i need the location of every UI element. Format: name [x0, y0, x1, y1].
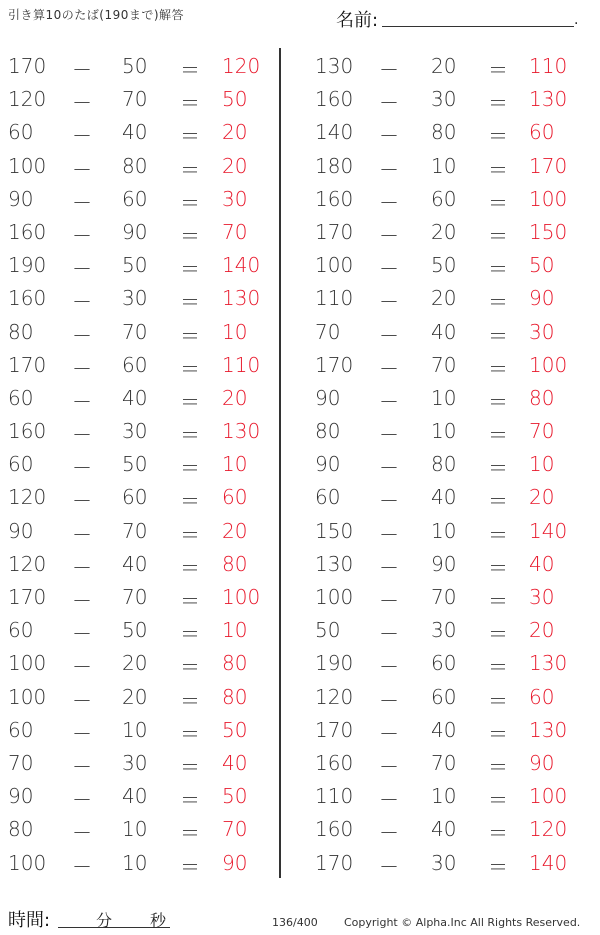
equals-sign: ＝ [180, 323, 200, 348]
subtrahend: 50 [122, 618, 148, 643]
minus-sign: － [379, 389, 399, 414]
minuend: 60 [315, 485, 341, 510]
subtrahend: 70 [122, 319, 148, 344]
answer: 50 [529, 253, 555, 278]
subtrahend: 60 [122, 186, 148, 211]
worksheet-title: 引き算10のたば(190まで)解答 [8, 8, 185, 22]
subtrahend: 30 [122, 750, 148, 775]
minuend: 130 [315, 54, 354, 78]
minuend: 80 [8, 319, 34, 344]
minus-sign: － [72, 456, 92, 481]
time-label: 時間: [8, 910, 51, 931]
subtrahend: 30 [431, 850, 457, 875]
name-label: 名前: [336, 10, 379, 31]
equals-sign: ＝ [488, 821, 508, 846]
subtrahend: 50 [122, 54, 148, 78]
answer: 50 [222, 784, 248, 809]
minuend: 100 [315, 253, 354, 278]
subtrahend: 10 [122, 717, 148, 742]
minuend: 120 [8, 485, 47, 510]
answer: 140 [529, 850, 568, 875]
minuend: 80 [8, 817, 34, 842]
subtrahend: 40 [122, 551, 148, 576]
minus-sign: － [379, 721, 399, 746]
equals-sign: ＝ [488, 688, 508, 713]
equals-sign: ＝ [488, 91, 508, 116]
minus-sign: － [379, 257, 399, 282]
equals-sign: ＝ [180, 223, 200, 248]
minus-sign: － [72, 423, 92, 448]
subtrahend: 10 [431, 419, 457, 444]
minus-sign: － [72, 788, 92, 813]
minuend: 70 [315, 319, 341, 344]
subtrahend: 20 [431, 286, 457, 311]
answer: 40 [222, 750, 248, 775]
subtrahend: 30 [431, 618, 457, 643]
subtrahend: 20 [122, 684, 148, 709]
answer: 130 [529, 87, 568, 112]
minus-sign: － [72, 58, 92, 82]
equals-sign: ＝ [180, 489, 200, 514]
minuend: 140 [315, 120, 354, 145]
subtrahend: 50 [122, 452, 148, 477]
answer: 10 [529, 452, 555, 477]
equals-sign: ＝ [488, 356, 508, 381]
minuend: 160 [315, 817, 354, 842]
equals-sign: ＝ [488, 555, 508, 580]
answer: 170 [529, 153, 568, 178]
equals-sign: ＝ [180, 423, 200, 448]
equals-sign: ＝ [488, 223, 508, 248]
minus-sign: － [72, 389, 92, 414]
answer: 10 [222, 319, 248, 344]
minuend: 90 [8, 784, 34, 809]
copyright-text: Copyright © Alpha.Inc All Rights Reserved. [344, 916, 581, 929]
minuend: 190 [315, 651, 354, 676]
answer: 60 [529, 120, 555, 145]
subtrahend: 20 [431, 219, 457, 244]
answer: 130 [222, 286, 261, 311]
minus-sign: － [72, 655, 92, 680]
minus-sign: － [72, 821, 92, 846]
answer: 100 [529, 352, 568, 377]
minuend: 120 [8, 551, 47, 576]
minus-sign: － [72, 323, 92, 348]
subtrahend: 50 [431, 253, 457, 278]
equals-sign: ＝ [180, 124, 200, 149]
answer: 10 [222, 618, 248, 643]
answer: 30 [222, 186, 248, 211]
answer: 30 [529, 585, 555, 609]
minus-sign: － [72, 754, 92, 779]
subtrahend: 40 [431, 319, 457, 344]
subtrahend: 90 [431, 551, 457, 576]
answer: 130 [529, 651, 568, 676]
minus-sign: － [72, 854, 92, 879]
equals-sign: ＝ [488, 290, 508, 315]
minus-sign: － [379, 356, 399, 381]
minus-sign: － [379, 456, 399, 481]
answer: 30 [529, 319, 555, 344]
subtrahend: 30 [122, 286, 148, 311]
answer: 60 [529, 684, 555, 709]
subtrahend: 30 [431, 87, 457, 112]
minus-sign: － [379, 157, 399, 182]
subtrahend: 10 [122, 850, 148, 875]
subtrahend: 60 [122, 352, 148, 377]
equals-sign: ＝ [180, 257, 200, 282]
minuend: 110 [315, 784, 354, 809]
equals-sign: ＝ [180, 190, 200, 215]
minuend: 60 [8, 385, 34, 410]
equals-sign: ＝ [488, 323, 508, 348]
minus-sign: － [379, 788, 399, 813]
minus-sign: － [379, 91, 399, 116]
minus-sign: － [379, 655, 399, 680]
subtrahend: 40 [431, 717, 457, 742]
subtrahend: 60 [431, 684, 457, 709]
minuend: 170 [8, 54, 47, 78]
equals-sign: ＝ [488, 655, 508, 680]
subtrahend: 60 [431, 186, 457, 211]
minus-sign: － [379, 555, 399, 580]
equals-sign: ＝ [488, 788, 508, 813]
answer: 80 [222, 651, 248, 676]
minuend: 160 [315, 87, 354, 112]
minus-sign: － [72, 190, 92, 215]
equals-sign: ＝ [180, 688, 200, 713]
seconds-label: 秒 [150, 911, 167, 930]
minus-sign: － [379, 688, 399, 713]
page-number: 136/400 [272, 916, 318, 929]
equals-sign: ＝ [488, 124, 508, 149]
minuend: 130 [315, 551, 354, 576]
subtrahend: 40 [122, 120, 148, 145]
equals-sign: ＝ [488, 754, 508, 779]
answer: 20 [222, 153, 248, 178]
answer: 20 [222, 518, 248, 543]
answer: 120 [222, 54, 261, 78]
equals-sign: ＝ [488, 423, 508, 448]
minus-sign: － [72, 356, 92, 381]
subtrahend: 70 [122, 518, 148, 543]
answer: 20 [222, 120, 248, 145]
minus-sign: － [72, 522, 92, 547]
minuend: 90 [8, 518, 34, 543]
name-dot: . [574, 12, 579, 28]
minuend: 170 [315, 219, 354, 244]
minus-sign: － [379, 589, 399, 613]
minuend: 180 [315, 153, 354, 178]
equals-sign: ＝ [488, 589, 508, 613]
minuend: 170 [315, 352, 354, 377]
minuend: 110 [315, 286, 354, 311]
minuend: 170 [315, 850, 354, 875]
equals-sign: ＝ [180, 555, 200, 580]
minuend: 60 [8, 120, 34, 145]
answer: 130 [529, 717, 568, 742]
answer: 50 [222, 87, 248, 112]
minuend: 190 [8, 253, 47, 278]
equals-sign: ＝ [180, 91, 200, 116]
subtrahend: 70 [431, 352, 457, 377]
minuend: 150 [315, 518, 354, 543]
answer: 20 [529, 485, 555, 510]
minuend: 60 [8, 452, 34, 477]
minuend: 100 [8, 651, 47, 676]
subtrahend: 90 [122, 219, 148, 244]
subtrahend: 40 [431, 817, 457, 842]
minuend: 100 [8, 684, 47, 709]
minus-sign: － [72, 489, 92, 514]
equals-sign: ＝ [180, 622, 200, 647]
equals-sign: ＝ [488, 622, 508, 647]
minus-sign: － [379, 190, 399, 215]
minus-sign: － [72, 688, 92, 713]
subtrahend: 70 [431, 750, 457, 775]
minus-sign: － [379, 854, 399, 879]
answer: 70 [222, 219, 248, 244]
minus-sign: － [379, 290, 399, 315]
minuend: 160 [315, 750, 354, 775]
answer: 100 [222, 585, 261, 609]
equals-sign: ＝ [180, 290, 200, 315]
equals-sign: ＝ [488, 157, 508, 182]
minuend: 120 [315, 684, 354, 709]
minuend: 70 [8, 750, 34, 775]
equals-sign: ＝ [180, 589, 200, 613]
answer: 120 [529, 817, 568, 842]
minus-sign: － [379, 489, 399, 514]
minus-sign: － [72, 290, 92, 315]
minus-sign: － [72, 721, 92, 746]
equals-sign: ＝ [180, 389, 200, 414]
answer: 90 [222, 850, 248, 875]
equals-sign: ＝ [180, 456, 200, 481]
answer: 100 [529, 186, 568, 211]
equals-sign: ＝ [488, 257, 508, 282]
minutes-label: 分 [96, 911, 113, 930]
subtrahend: 10 [431, 385, 457, 410]
answer: 150 [529, 219, 568, 244]
minus-sign: － [379, 423, 399, 448]
minuend: 50 [315, 618, 341, 643]
subtrahend: 70 [122, 585, 148, 609]
answer: 70 [222, 817, 248, 842]
subtrahend: 40 [122, 784, 148, 809]
minuend: 90 [8, 186, 34, 211]
name-underline [382, 26, 574, 27]
minus-sign: － [72, 257, 92, 282]
minuend: 100 [8, 850, 47, 875]
subtrahend: 80 [431, 452, 457, 477]
minus-sign: － [379, 58, 399, 82]
minus-sign: － [379, 754, 399, 779]
answer: 130 [222, 419, 261, 444]
minuend: 170 [315, 717, 354, 742]
minus-sign: － [72, 157, 92, 182]
answer: 60 [222, 485, 248, 510]
subtrahend: 10 [431, 153, 457, 178]
subtrahend: 20 [431, 54, 457, 78]
minus-sign: － [72, 91, 92, 116]
equals-sign: ＝ [488, 522, 508, 547]
equals-sign: ＝ [180, 356, 200, 381]
equals-sign: ＝ [180, 821, 200, 846]
equals-sign: ＝ [488, 190, 508, 215]
subtrahend: 10 [122, 817, 148, 842]
answer: 20 [529, 618, 555, 643]
subtrahend: 80 [122, 153, 148, 178]
subtrahend: 60 [122, 485, 148, 510]
equals-sign: ＝ [488, 854, 508, 879]
minus-sign: － [379, 323, 399, 348]
subtrahend: 10 [431, 518, 457, 543]
equals-sign: ＝ [180, 854, 200, 879]
subtrahend: 40 [431, 485, 457, 510]
minuend: 160 [315, 186, 354, 211]
minuend: 100 [315, 585, 354, 609]
equals-sign: ＝ [180, 522, 200, 547]
equals-sign: ＝ [180, 655, 200, 680]
answer: 110 [529, 54, 568, 78]
answer: 70 [529, 419, 555, 444]
answer: 90 [529, 286, 555, 311]
equals-sign: ＝ [180, 788, 200, 813]
minus-sign: － [72, 124, 92, 149]
subtrahend: 70 [431, 585, 457, 609]
answer: 10 [222, 452, 248, 477]
equals-sign: ＝ [488, 721, 508, 746]
equals-sign: ＝ [180, 754, 200, 779]
minus-sign: － [379, 821, 399, 846]
answer: 40 [529, 551, 555, 576]
column-divider [279, 48, 281, 878]
minuend: 160 [8, 219, 47, 244]
equals-sign: ＝ [180, 157, 200, 182]
answer: 140 [222, 253, 261, 278]
minus-sign: － [72, 223, 92, 248]
equals-sign: ＝ [488, 489, 508, 514]
minus-sign: － [379, 124, 399, 149]
subtrahend: 70 [122, 87, 148, 112]
answer: 110 [222, 352, 261, 377]
minuend: 160 [8, 286, 47, 311]
minus-sign: － [379, 522, 399, 547]
subtrahend: 50 [122, 253, 148, 278]
equals-sign: ＝ [180, 721, 200, 746]
subtrahend: 80 [431, 120, 457, 145]
minuend: 60 [8, 717, 34, 742]
answer: 80 [222, 684, 248, 709]
minuend: 100 [8, 153, 47, 178]
answer: 100 [529, 784, 568, 809]
answer: 80 [529, 385, 555, 410]
subtrahend: 60 [431, 651, 457, 676]
minuend: 160 [8, 419, 47, 444]
minus-sign: － [379, 622, 399, 647]
answer: 80 [222, 551, 248, 576]
minuend: 120 [8, 87, 47, 112]
equals-sign: ＝ [488, 58, 508, 82]
minus-sign: － [72, 622, 92, 647]
minus-sign: － [72, 589, 92, 613]
subtrahend: 40 [122, 385, 148, 410]
minuend: 90 [315, 385, 341, 410]
minus-sign: － [72, 555, 92, 580]
minuend: 170 [8, 352, 47, 377]
minuend: 170 [8, 585, 47, 609]
equals-sign: ＝ [488, 389, 508, 414]
subtrahend: 10 [431, 784, 457, 809]
equals-sign: ＝ [180, 58, 200, 82]
equals-sign: ＝ [488, 456, 508, 481]
subtrahend: 30 [122, 419, 148, 444]
subtrahend: 20 [122, 651, 148, 676]
minuend: 60 [8, 618, 34, 643]
answer: 140 [529, 518, 568, 543]
answer: 90 [529, 750, 555, 775]
answer: 50 [222, 717, 248, 742]
minuend: 90 [315, 452, 341, 477]
minuend: 80 [315, 419, 341, 444]
answer: 20 [222, 385, 248, 410]
minus-sign: － [379, 223, 399, 248]
